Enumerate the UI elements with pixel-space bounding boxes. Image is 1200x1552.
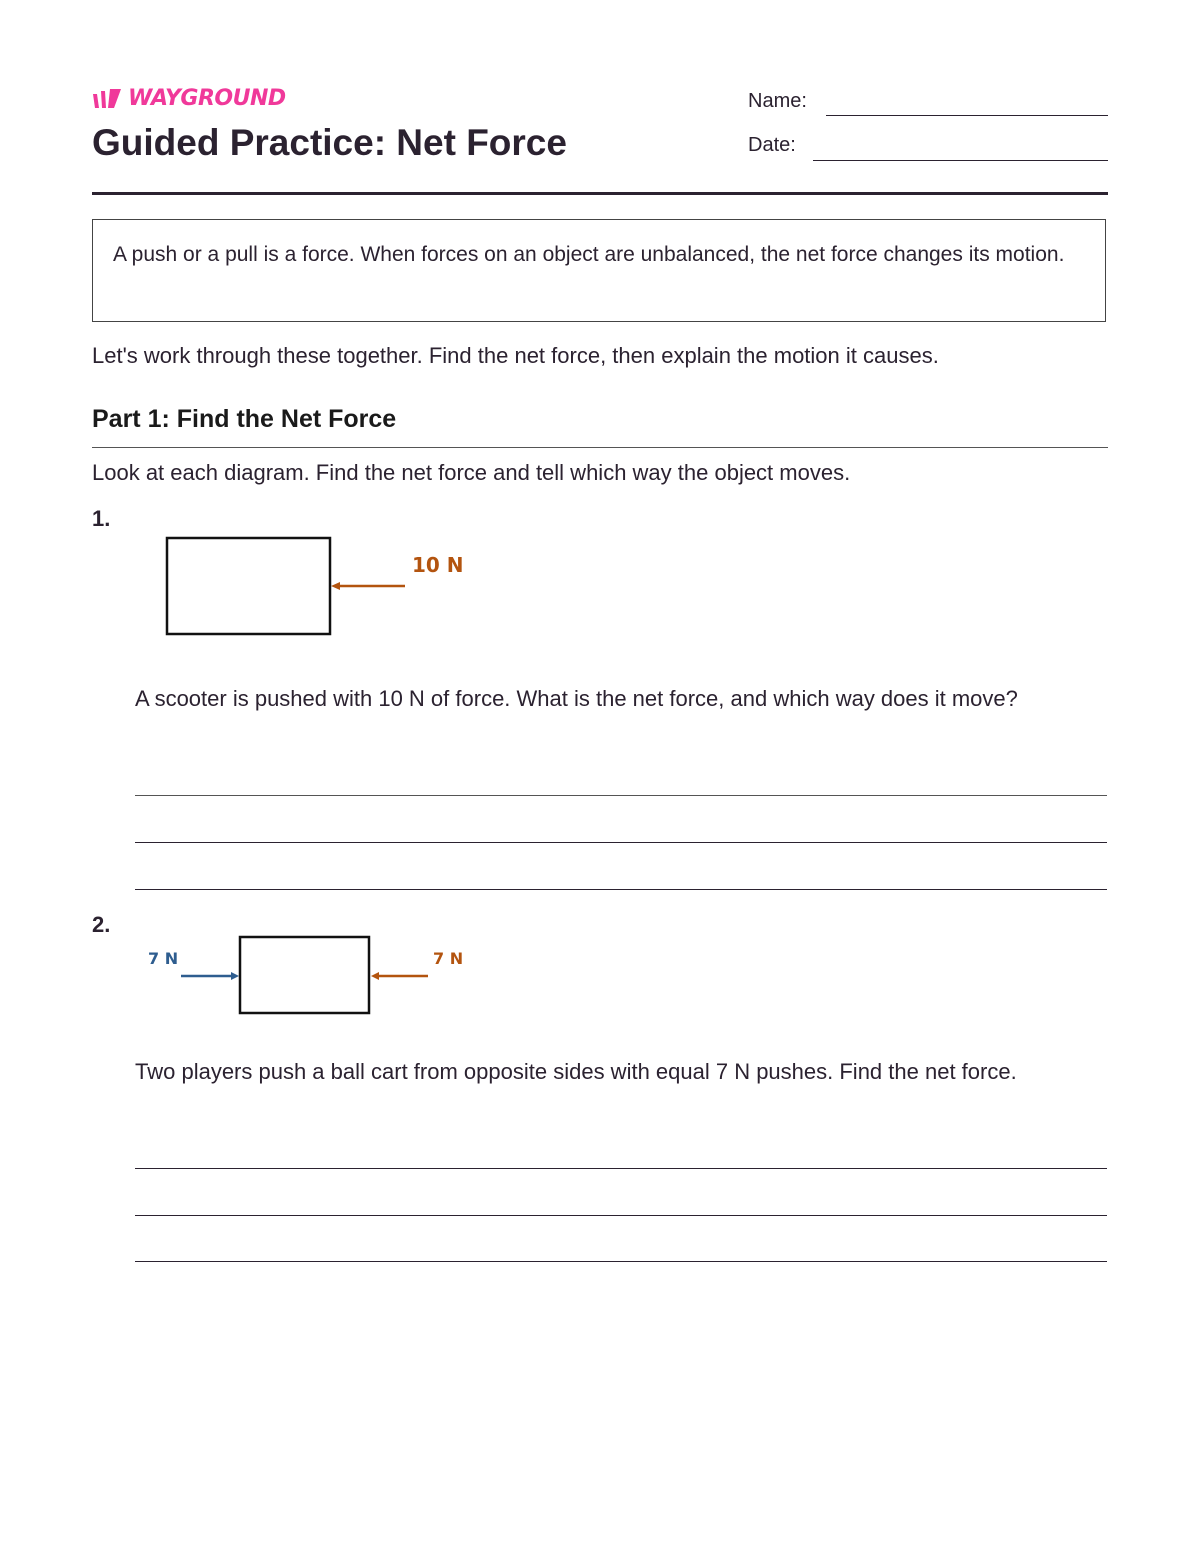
answer-line[interactable] [135, 842, 1107, 843]
answer-line[interactable] [135, 1261, 1107, 1262]
ball-cart-box [240, 937, 369, 1013]
scooter-box [167, 538, 330, 634]
name-field[interactable] [826, 115, 1108, 116]
name-label: Name: [748, 90, 807, 112]
question-2-diagram [140, 930, 480, 1020]
part1-divider [92, 447, 1108, 448]
question-1-diagram [160, 530, 480, 645]
date-label: Date: [748, 134, 796, 156]
wayground-logo-icon [92, 88, 122, 110]
logo-text: WAYGROUND [128, 86, 286, 111]
part1-heading: Part 1: Find the Net Force [92, 405, 397, 433]
arrow-head-left-icon [371, 972, 379, 980]
answer-line[interactable] [135, 795, 1107, 796]
part1-direction: Look at each diagram. Find the net force and tell which way the object moves. [92, 460, 851, 485]
header-divider [92, 192, 1108, 195]
instructions-text: Let's work through these together. Find the net force, then explain the motion it causes. [92, 343, 939, 368]
page-title: Guided Practice: Net Force [92, 122, 567, 163]
question-2-text: Two players push a ball cart from opposite sides with equal 7 N pushes. Find the net force. [135, 1059, 1017, 1084]
answer-line[interactable] [135, 1168, 1107, 1169]
force-label-7n-left: 7 N [148, 949, 179, 968]
force-label-7n-right: 7 N [433, 949, 464, 968]
question-1-number: 1. [92, 506, 111, 531]
arrow-head-right-icon [231, 972, 239, 980]
question-2-number: 2. [92, 912, 111, 937]
force-label-10n: 10 N [412, 553, 464, 577]
arrow-head-left-icon [331, 582, 340, 590]
answer-line[interactable] [135, 1215, 1107, 1216]
question-1-text: A scooter is pushed with 10 N of force. What is the net force, and which way does it move? [135, 686, 1018, 711]
intro-box [92, 219, 1106, 322]
date-field[interactable] [813, 160, 1108, 161]
intro-text: A push or a pull is a force. When forces on an object are unbalanced, the net force changes its motion. [113, 243, 1065, 266]
wayground-logo [92, 86, 286, 111]
answer-line[interactable] [135, 889, 1107, 890]
